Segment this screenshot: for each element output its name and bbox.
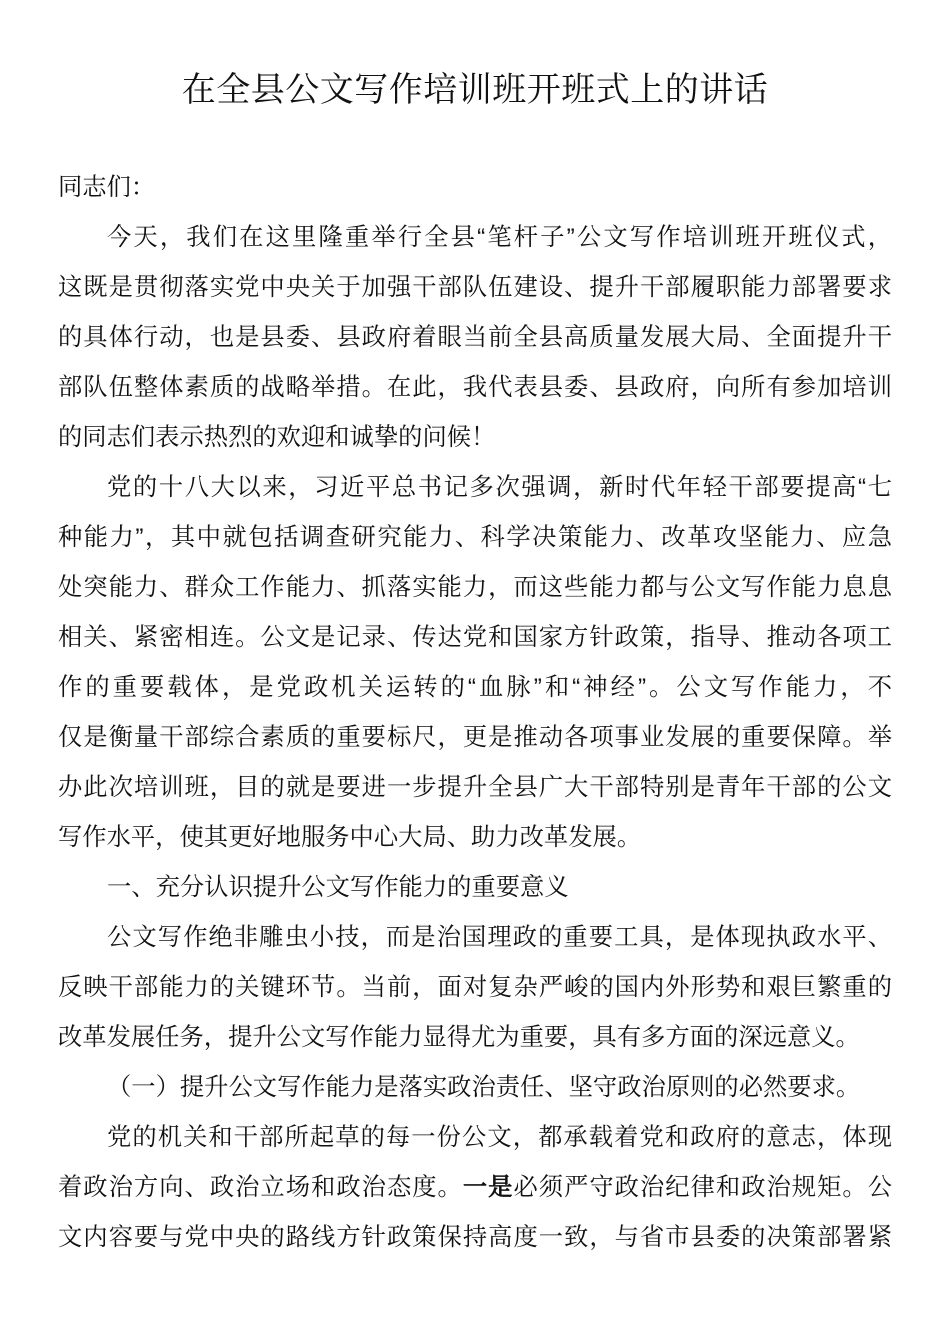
- text-segment: 着政治方向、政治立场和政治态度。: [58, 1174, 463, 1201]
- text-line: 这既是贯彻落实党中央关于加强干部队伍建设、提升干部履职能力部署要求: [58, 274, 892, 301]
- body-paragraph: [58, 913, 892, 1063]
- text-line: 党的十八大以来，习近平总书记多次强调，新时代年轻干部要提高“七: [107, 474, 892, 501]
- body-paragraph: [58, 463, 892, 863]
- heading-paragraph: [58, 863, 892, 913]
- text-line: 部队伍整体素质的战略举措。在此，我代表县委、县政府，向所有参加培训: [58, 374, 892, 401]
- text-line: 反映干部能力的关键环节。当前，面对复杂严峻的国内外形势和艰巨繁重的: [58, 974, 892, 1001]
- text-line: 办此次培训班，目的就是要进一步提升全县广大干部特别是青年干部的公文: [58, 774, 892, 801]
- text-line: 一、充分认识提升公文写作能力的重要意义: [107, 874, 569, 901]
- document-title: 在全县公文写作培训班开班式上的讲话: [181, 71, 769, 109]
- text-line: 作的重要载体，是党政机关运转的“血脉”和“神经”。公文写作能力，不: [58, 674, 892, 701]
- text-line: 同志们：: [58, 174, 156, 201]
- document-body: [58, 163, 892, 1263]
- text-line: 种能力”，其中就包括调查研究能力、科学决策能力、改革攻坚能力、应急: [58, 524, 892, 551]
- text-line: [58, 1163, 892, 1213]
- bold-text: 一是: [462, 1174, 514, 1201]
- body-paragraph: [58, 1113, 892, 1263]
- text-line: 处突能力、群众工作能力、抓落实能力，而这些能力都与公文写作能力息息: [58, 574, 892, 601]
- text-line: 公文写作绝非雕虫小技，而是治国理政的重要工具，是体现执政水平、: [107, 924, 892, 951]
- body-paragraph: [58, 213, 892, 463]
- text-line: 改革发展任务，提升公文写作能力显得尤为重要，具有多方面的深远意义。: [58, 1024, 860, 1051]
- text-line: 文内容要与党中央的路线方针政策保持高度一致，与省市县委的决策部署紧: [58, 1224, 892, 1251]
- salutation-paragraph: [58, 163, 892, 213]
- text-line: 的具体行动，也是县委、县政府着眼当前全县高质量发展大局、全面提升干: [58, 324, 892, 351]
- text-line: 党的机关和干部所起草的每一份公文，都承载着党和政府的意志，体现: [107, 1124, 892, 1151]
- text-line: 的同志们表示热烈的欢迎和诚挚的问候！: [58, 424, 496, 451]
- text-line: 写作水平，使其更好地服务中心大局、助力改革发展。: [58, 824, 642, 851]
- text-line: 仅是衡量干部综合素质的重要标尺，更是推动各项事业发展的重要保障。举: [58, 724, 892, 751]
- text-segment: 必须严守政治纪律和政治规矩。公: [513, 1174, 893, 1201]
- text-line: （一）提升公文写作能力是落实政治责任、坚守政治原则的必然要求。: [107, 1074, 861, 1101]
- text-line: 相关、紧密相连。公文是记录、传达党和国家方针政策，指导、推动各项工: [58, 624, 892, 651]
- text-line: 今天，我们在这里隆重举行全县“笔杆子”公文写作培训班开班仪式，: [107, 224, 892, 251]
- subheading-paragraph: [58, 1063, 892, 1113]
